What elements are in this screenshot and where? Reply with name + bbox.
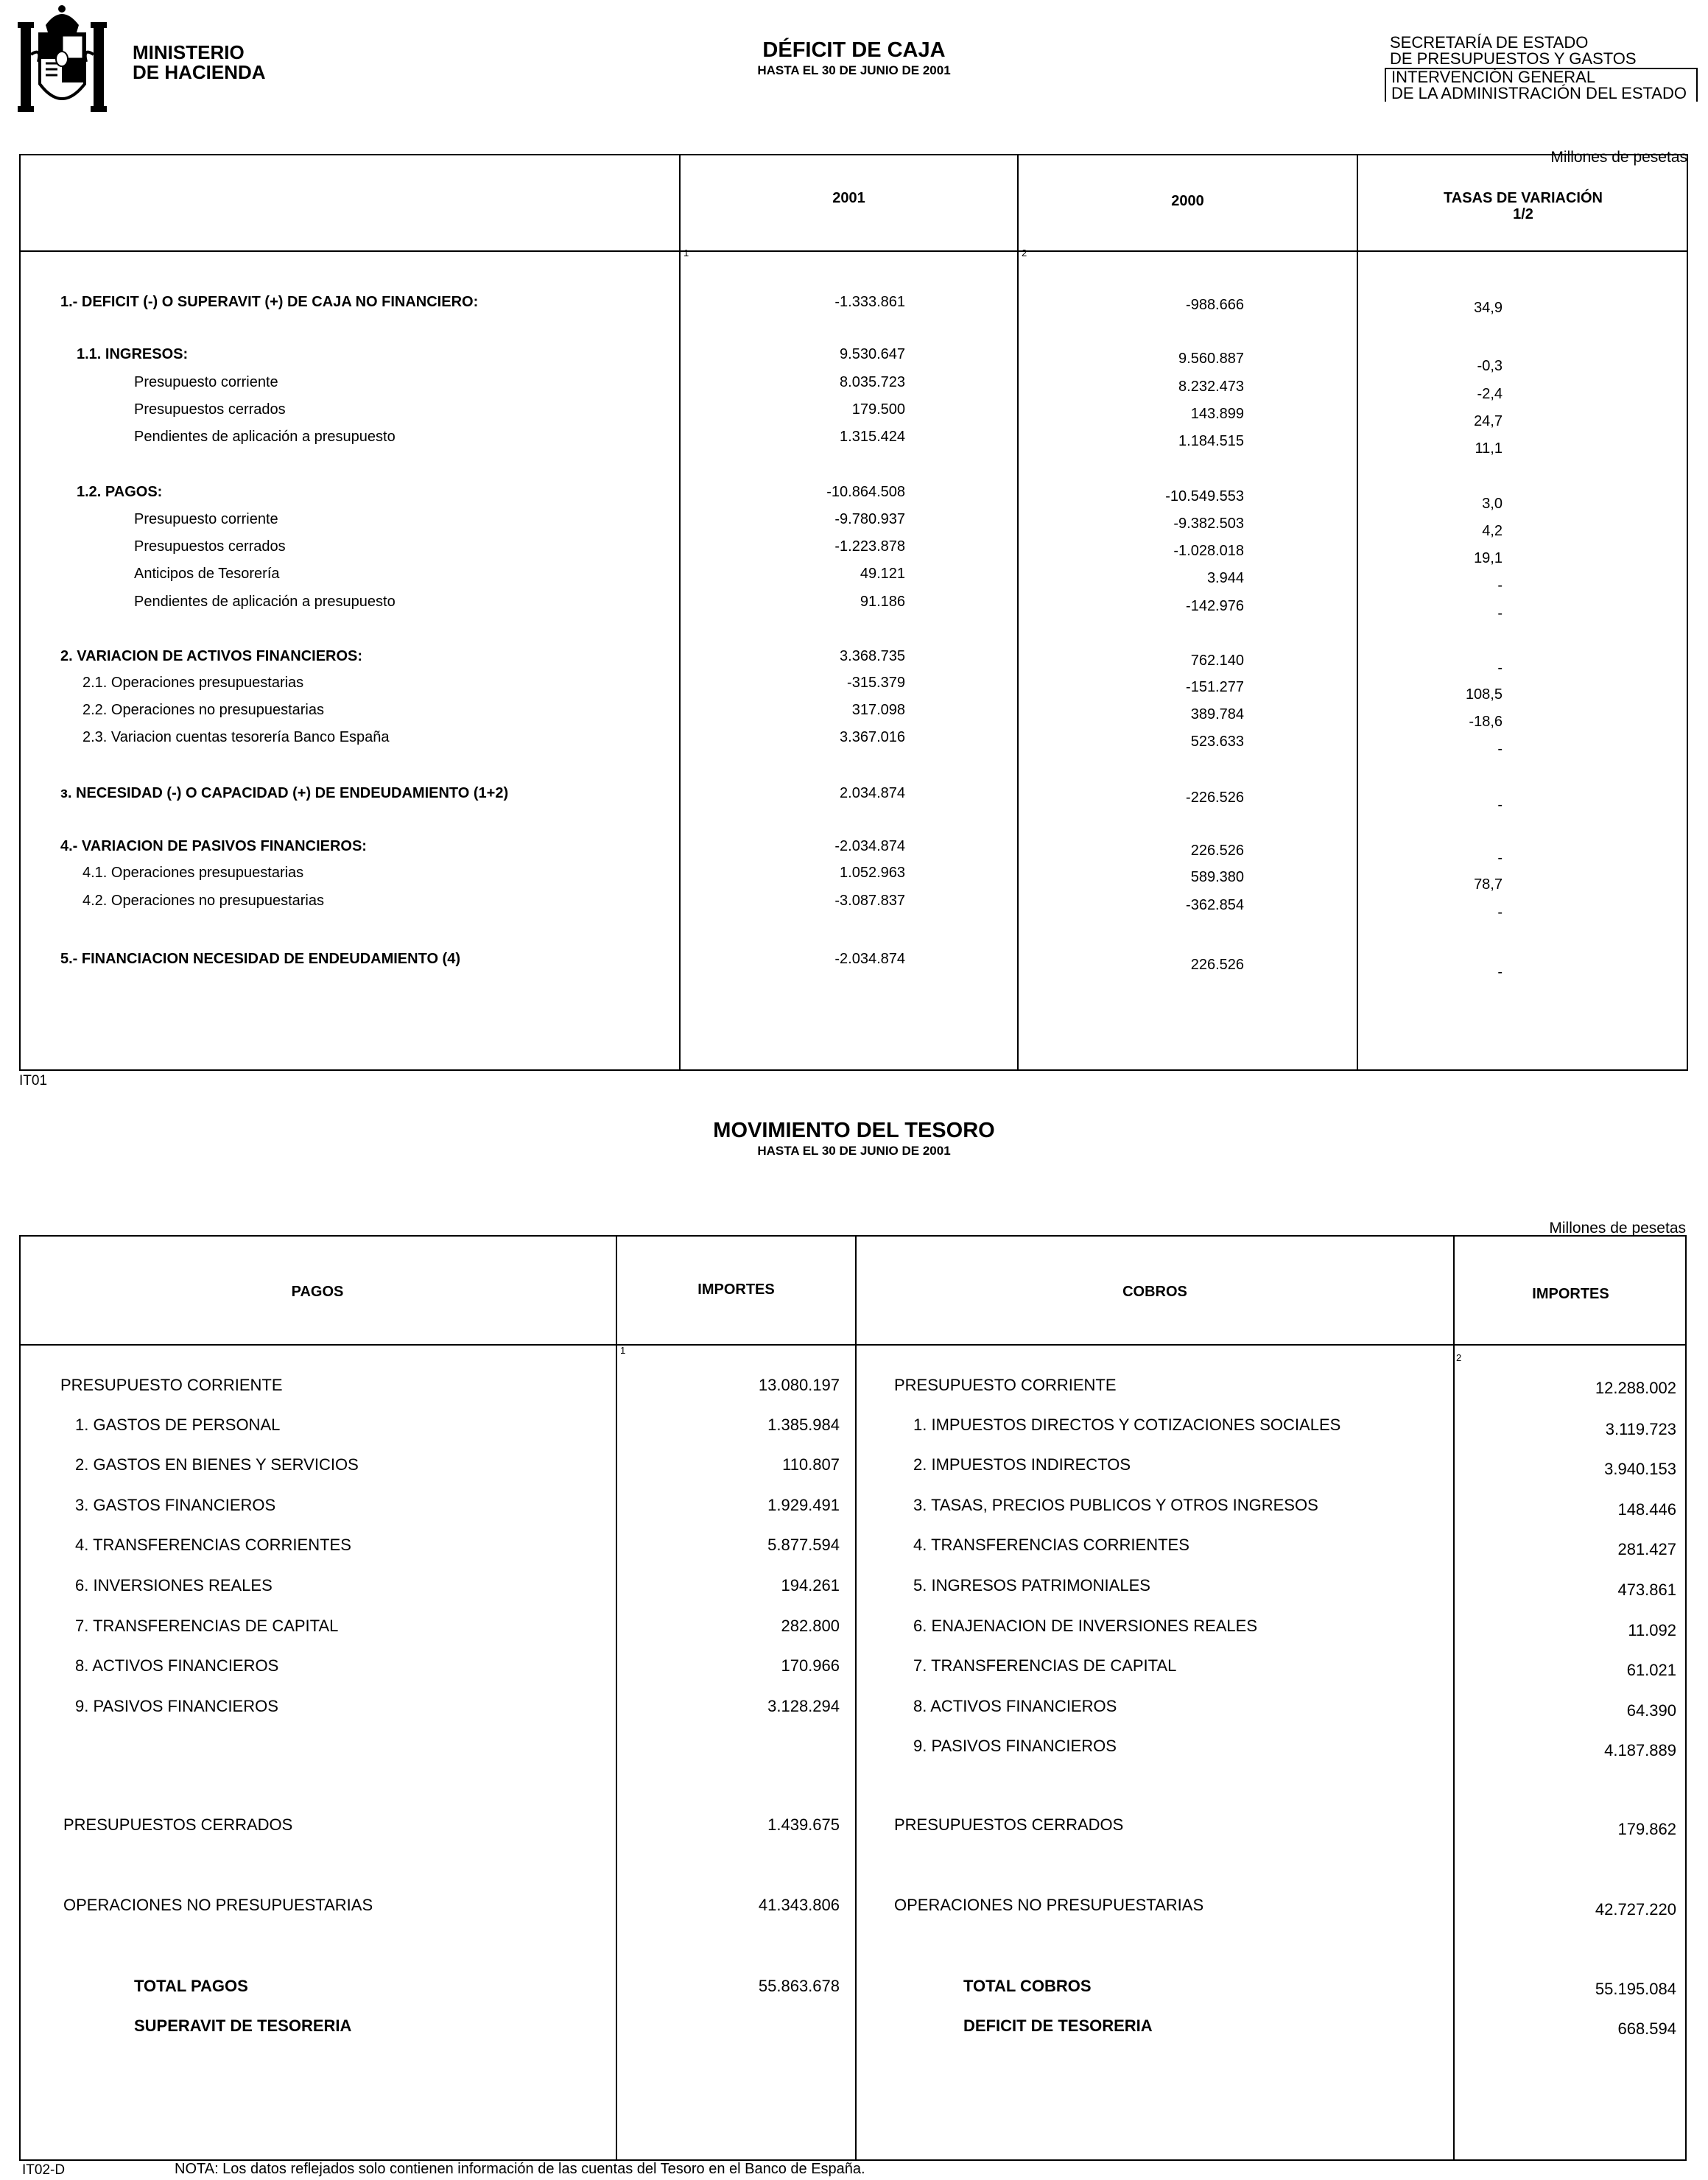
deficit-value-2000: 523.633 [1190,734,1244,750]
intervencion-block [1385,68,1698,102]
pagos-row-label: PRESUPUESTOS CERRADOS [63,1815,293,1834]
cobros-row-value: 61.021 [1626,1661,1676,1679]
tesoro-title: MOVIMIENTO DEL TESORO [713,1119,995,1142]
tesoro-header-divider [19,1344,1687,1346]
cobros-row-label: 4. TRANSFERENCIAS CORRIENTES [913,1536,1189,1554]
deficit-row-label: 2. VARIACION DE ACTIVOS FINANCIEROS: [60,648,363,664]
deficit-value-2000: 226.526 [1190,957,1244,973]
deficit-tasa-variacion: - [1497,797,1503,813]
intervencion-line-1: INTERVENCIÓN GENERAL [1391,68,1596,86]
cobros-row-value: 11.092 [1628,1621,1676,1639]
secretaria-line-1: SECRETARÍA DE ESTADO [1390,33,1589,52]
col-number-1: 1 [683,247,689,259]
deficit-tasa-variacion: -0,3 [1477,358,1503,374]
cobros-row-label: 7. TRANSFERENCIAS DE CAPITAL [913,1656,1177,1675]
deficit-tasa-variacion: 78,7 [1474,876,1503,893]
deficit-code: IT01 [19,1073,48,1089]
deficit-tasa-variacion: - [1497,577,1503,594]
deficit-value-2001: 1.052.963 [840,865,905,881]
deficit-tasa-variacion: - [1497,605,1503,622]
deficit-value-2000: -226.526 [1186,790,1244,806]
col-header-tasas-line-1: TASAS DE VARIACIÓN [1444,190,1603,206]
deficit-tasa-variacion: -18,6 [1469,714,1503,730]
cobros-row-value: 55.195.084 [1595,1980,1676,1998]
deficit-value-2000: -142.976 [1186,598,1244,614]
deficit-value-2000: -362.854 [1186,897,1244,913]
ministry-line-2: DE HACIENDA [133,61,266,83]
deficit-col-divider-1 [679,154,681,1071]
cobros-row-label: 6. ENAJENACION DE INVERSIONES REALES [913,1617,1258,1635]
cobros-row-label: 5. INGRESOS PATRIMONIALES [913,1576,1150,1594]
deficit-row-label: з. NECESIDAD (-) O CAPACIDAD (+) DE ENDEUDAMIENTO (1+2) [60,785,509,801]
pagos-row-label: 6. INVERSIONES REALES [75,1576,273,1594]
cobros-row-value: 148.446 [1617,1500,1676,1519]
ministry-line-1: MINISTERIO [133,41,245,63]
deficit-unit-label: Millones de pesetas [1550,149,1687,166]
deficit-value-2000: 762.140 [1190,653,1244,669]
deficit-value-2001: 9.530.647 [840,346,905,362]
pagos-row-label: 8. ACTIVOS FINANCIEROS [75,1656,279,1675]
deficit-value-2001: 317.098 [851,702,905,718]
pagos-row-value: 170.966 [781,1656,840,1675]
col-number-2: 2 [1022,247,1027,259]
page-title: DÉFICIT DE CAJA [762,38,946,62]
deficit-tasa-variacion: -2,4 [1477,386,1503,402]
pagos-row-value: 1.385.984 [767,1416,840,1434]
deficit-value-2000: 8.232.473 [1178,379,1244,395]
deficit-tasa-variacion: 11,1 [1475,440,1503,457]
intervencion-line-2: DE LA ADMINISTRACIÓN DEL ESTADO [1391,84,1687,102]
deficit-row-label: Presupuestos cerrados [134,401,286,418]
deficit-value-2001: -3.087.837 [834,893,905,909]
deficit-tasa-variacion: 3,0 [1482,496,1503,512]
col-header-2000: 2000 [1171,193,1204,209]
deficit-row-label: 4.1. Operaciones presupuestarias [82,865,304,881]
deficit-header-divider [19,250,1688,252]
deficit-value-2001: 3.367.016 [840,729,905,745]
secretaria-line-2: DE PRESUPUESTOS Y GASTOS [1390,49,1637,68]
cobros-row-label: 2. IMPUESTOS INDIRECTOS [913,1455,1131,1474]
deficit-value-2000: 9.560.887 [1178,351,1244,367]
deficit-value-2001: -315.379 [847,675,905,691]
cobros-row-label: 8. ACTIVOS FINANCIEROS [913,1697,1117,1715]
cobros-row-value: 668.594 [1617,2019,1676,2038]
pagos-row-value: 1.929.491 [767,1496,840,1514]
deficit-tasa-variacion: 4,2 [1482,523,1503,539]
deficit-row-label: Presupuestos cerrados [134,538,286,555]
deficit-value-2001: -2.034.874 [834,951,905,967]
deficit-value-2001: 1.315.424 [840,429,905,445]
pagos-row-value: 41.343.806 [758,1896,840,1914]
tesoro-subtitle: HASTA EL 30 DE JUNIO DE 2001 [757,1144,951,1158]
deficit-tasa-variacion: 34,9 [1474,300,1503,316]
col-header-importes-cobros: IMPORTES [1532,1286,1609,1302]
pagos-row-value: 194.261 [781,1576,840,1594]
pagos-row-value: 5.877.594 [767,1536,840,1554]
deficit-row-label: 2.3. Variacion cuentas tesorería Banco España [82,729,390,745]
cobros-row-value: 42.727.220 [1595,1900,1676,1919]
deficit-tasa-variacion: - [1497,964,1503,980]
deficit-value-2001: 91.186 [860,594,905,610]
cobros-row-label: 3. TASAS, PRECIOS PUBLICOS Y OTROS INGRESOS [913,1496,1318,1514]
deficit-value-2001: -1.333.861 [834,294,905,310]
deficit-tasa-variacion: - [1497,660,1503,676]
deficit-value-2000: -151.277 [1186,679,1244,695]
deficit-value-2001: 49.121 [860,566,905,582]
deficit-value-2001: -9.780.937 [834,511,905,527]
deficit-row-label: Pendientes de aplicación a presupuesto [134,594,396,610]
deficit-row-label: Presupuesto corriente [134,511,278,527]
cobros-row-value: 4.187.889 [1604,1741,1676,1759]
deficit-row-label: 1.- DEFICIT (-) O SUPERAVIT (+) DE CAJA NO FINANCIERO: [60,294,479,310]
pagos-row-value: 110.807 [782,1455,840,1474]
pagos-row-value: 3.128.294 [767,1697,840,1715]
deficit-tasa-variacion: - [1497,850,1503,866]
deficit-value-2000: -1.028.018 [1173,543,1244,559]
deficit-value-2000: 1.184.515 [1178,433,1244,449]
col-header-pagos: PAGOS [291,1284,344,1300]
deficit-row-label: 2.1. Operaciones presupuestarias [82,675,304,691]
deficit-value-2000: 389.784 [1190,706,1244,722]
pagos-row-value: 13.080.197 [758,1376,840,1394]
deficit-row-label: 1.1. INGRESOS: [77,346,189,362]
pagos-row-label: 9. PASIVOS FINANCIEROS [75,1697,278,1715]
cobros-row-value: 473.861 [1617,1580,1676,1599]
deficit-value-2001: 179.500 [851,401,905,418]
deficit-value-2000: 3.944 [1206,570,1244,586]
deficit-value-2001: 3.368.735 [840,648,905,664]
page-subtitle: HASTA EL 30 DE JUNIO DE 2001 [757,63,951,77]
cobros-row-label: 1. IMPUESTOS DIRECTOS Y COTIZACIONES SOCIALES [913,1416,1341,1434]
deficit-row-label: Presupuesto corriente [134,374,278,390]
pagos-row-label: PRESUPUESTO CORRIENTE [60,1376,283,1394]
pagos-row-label: OPERACIONES NO PRESUPUESTARIAS [63,1896,373,1914]
deficit-value-2000: -9.382.503 [1173,516,1244,532]
deficit-row-label: Pendientes de aplicación a presupuesto [134,429,396,445]
cobros-row-value: 3.119.723 [1605,1420,1676,1438]
deficit-value-2000: -988.666 [1186,297,1244,313]
secretaria-block [1390,35,1637,67]
deficit-value-2001: -2.034.874 [834,838,905,854]
cobros-row-label: 9. PASIVOS FINANCIEROS [913,1737,1117,1755]
deficit-value-2000: 143.899 [1190,406,1244,422]
deficit-tasa-variacion: 19,1 [1474,550,1503,566]
deficit-tasa-variacion: - [1497,741,1503,757]
cobros-row-value: 179.862 [1617,1820,1676,1838]
pagos-row-label: SUPERAVIT DE TESORERIA [134,2016,352,2035]
deficit-row-label: 2.2. Operaciones no presupuestarias [82,702,324,718]
cobros-row-label: PRESUPUESTOS CERRADOS [894,1815,1124,1834]
col-header-tasas-line-2: 1/2 [1513,206,1533,222]
pagos-row-label: 7. TRANSFERENCIAS DE CAPITAL [75,1617,339,1635]
cobros-row-value: 12.288.002 [1595,1379,1676,1397]
deficit-value-2001: 2.034.874 [840,785,905,801]
tesoro-col-number-2: 2 [1456,1352,1462,1363]
deficit-tasa-variacion: 24,7 [1474,413,1503,429]
deficit-row-label: 4.2. Operaciones no presupuestarias [82,893,324,909]
col-header-2001: 2001 [832,190,865,206]
tesoro-unit-label: Millones de pesetas [1549,1220,1686,1237]
deficit-value-2001: -10.864.508 [826,484,905,500]
pagos-row-value: 1.439.675 [767,1815,840,1834]
tesoro-col-divider-2 [855,1235,857,2161]
tesoro-code: IT02-D [22,2162,66,2178]
pagos-row-label: 3. GASTOS FINANCIEROS [75,1496,276,1514]
deficit-row-label: 4.- VARIACION DE PASIVOS FINANCIEROS: [60,838,367,854]
deficit-value-2001: 8.035.723 [840,374,905,390]
deficit-value-2001: -1.223.878 [834,538,905,555]
pagos-row-label: 1. GASTOS DE PERSONAL [75,1416,281,1434]
cobros-row-value: 281.427 [1617,1540,1676,1558]
deficit-tasa-variacion: - [1497,904,1503,921]
col-header-cobros: COBROS [1122,1284,1187,1300]
deficit-tasa-variacion: 108,5 [1465,686,1503,703]
cobros-row-value: 64.390 [1626,1701,1676,1720]
deficit-row-label: 5.- FINANCIACION NECESIDAD DE ENDEUDAMIENTO (4) [60,951,460,967]
deficit-row-label: 1.2. PAGOS: [77,484,163,500]
col-header-importes-pagos: IMPORTES [697,1281,775,1298]
deficit-row-label: Anticipos de Tesorería [134,566,280,582]
tesoro-note: NOTA: Los datos reflejados solo contienen información de las cuentas del Tesoro en el Banco de España. [175,2161,865,2177]
pagos-row-value: 55.863.678 [758,1977,840,1995]
cobros-row-label: OPERACIONES NO PRESUPUESTARIAS [894,1896,1204,1914]
cobros-row-label: DEFICIT DE TESORERIA [963,2016,1153,2035]
pagos-row-label: 2. GASTOS EN BIENES Y SERVICIOS [75,1455,359,1474]
cobros-row-label: TOTAL COBROS [963,1977,1092,1995]
cobros-row-value: 3.940.153 [1604,1460,1676,1478]
pagos-row-label: 4. TRANSFERENCIAS CORRIENTES [75,1536,351,1554]
deficit-value-2000: 589.380 [1190,869,1244,885]
deficit-value-2000: 226.526 [1190,843,1244,859]
col-header-tasas [1358,190,1688,222]
deficit-value-2000: -10.549.553 [1165,488,1244,504]
tesoro-col-number-1: 1 [620,1345,626,1356]
cobros-row-label: PRESUPUESTO CORRIENTE [894,1376,1117,1394]
pagos-row-label: TOTAL PAGOS [134,1977,248,1995]
pagos-row-value: 282.800 [781,1617,840,1635]
